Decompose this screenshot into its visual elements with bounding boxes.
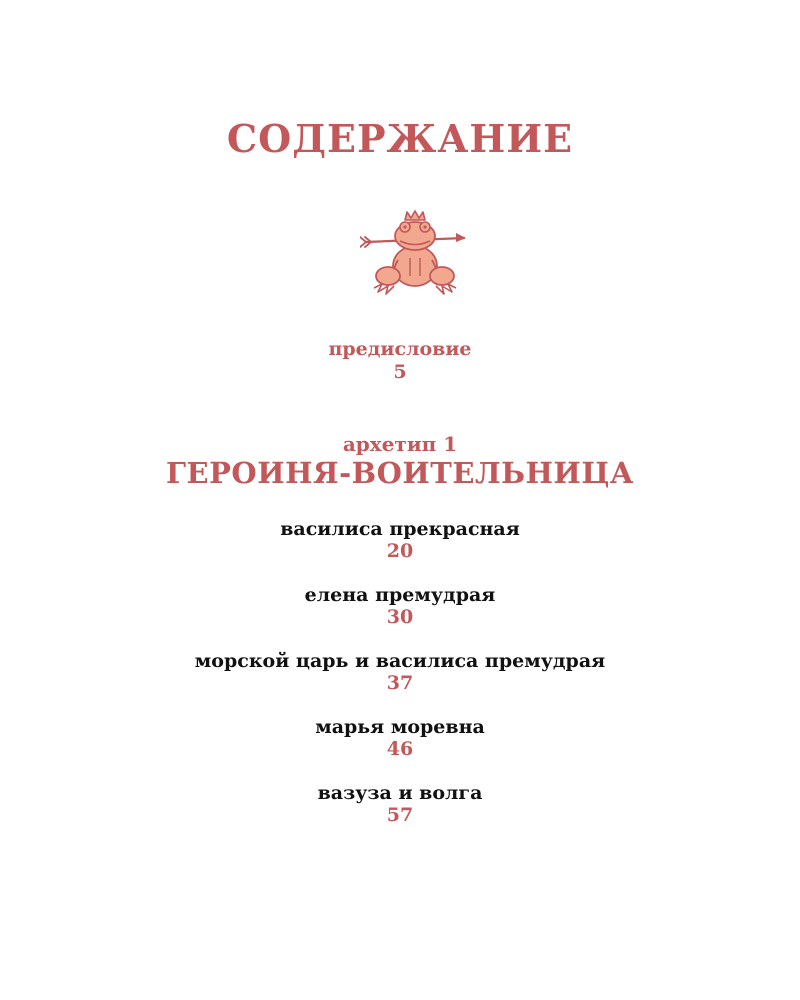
toc-entry-title: марья моревна	[315, 716, 485, 738]
toc-entry-title: вазуза и волга	[317, 782, 483, 804]
toc-entry	[0, 584, 800, 650]
toc-entry-page: 37	[386, 672, 414, 694]
toc-entry-page: 46	[386, 738, 414, 760]
preface-page-number: 5	[393, 361, 407, 383]
frog-princess-icon	[360, 208, 470, 298]
toc-entry	[0, 518, 800, 584]
toc-list	[0, 518, 800, 848]
toc-entry-title: василиса прекрасная	[280, 518, 520, 540]
preface-label: предисловие	[328, 338, 472, 360]
toc-entry	[0, 782, 800, 848]
archetype-title: ГЕРОИНЯ-ВОИТЕЛЬНИЦА	[166, 456, 634, 490]
toc-entry-page: 30	[386, 606, 414, 628]
toc-entry-title: морской царь и василиса премудрая	[194, 650, 606, 672]
toc-entry	[0, 650, 800, 716]
toc-entry	[0, 716, 800, 782]
toc-entry-title: елена премудрая	[304, 584, 496, 606]
page-title: СОДЕРЖАНИЕ	[226, 116, 574, 161]
toc-entry-page: 57	[386, 804, 414, 826]
toc-entry-page: 20	[386, 540, 414, 562]
archetype-label: архетип 1	[342, 432, 458, 456]
